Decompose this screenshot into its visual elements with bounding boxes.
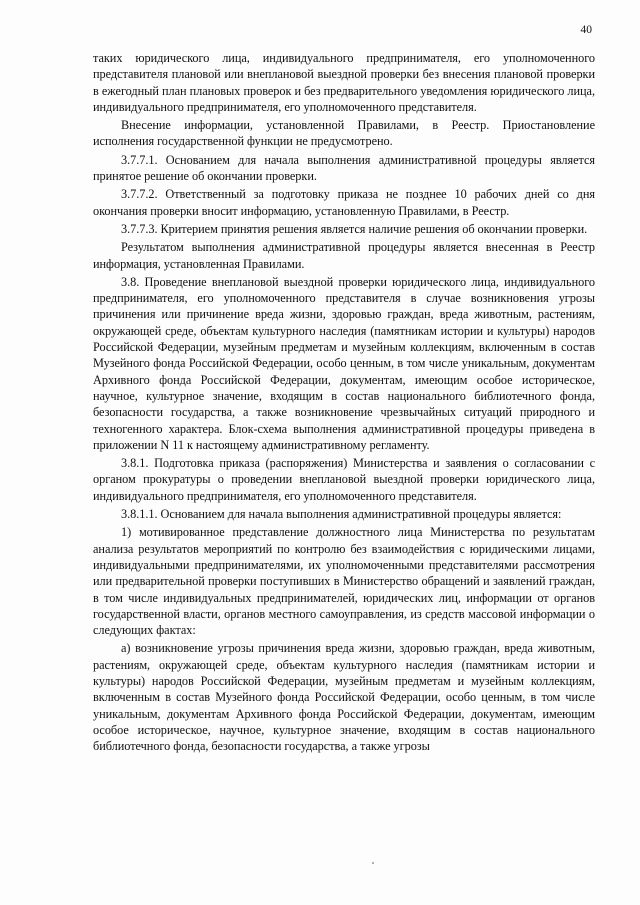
paragraph-3-8: 3.8. Проведение внеплановой выездной проверки юридического лица, индивидуального предпринимателя, его уполномоченного представителя в случае возникновения угрозы причинения или причинение вреда жизни, здоровью граждан, вреда животным, растениям, окружающей среде, объектам культурного наследия (памятникам истории и культуры) народов Российской Федерации, музейным предметам и музейным коллекциям, включенным в состав Музейного фонда Российской Федерации, особо ценным, в том числе уникальным, документам Архивного фонда Российской Федерации, документам, имеющим особое историческое, научное, культурное значение, входящим в состав национального библиотечного фонда, безопасности государства, а также возникновение чрезвычайных ситуаций природного и техногенного характера. Блок-схема выполнения административной процедуры приведена в приложении N 11 к настоящему административному регламенту. (93, 274, 595, 452)
paragraph-3-7-7-1: 3.7.7.1. Основанием для начала выполнения административной процедуры является принятое решение об окончании проверки. (93, 152, 595, 184)
page-number: 40 (580, 24, 592, 36)
paragraph-item-a: а) возникновение угрозы причинения вреда жизни, здоровью граждан, вреда животным, растениям, окружающей среде, объектам культурного наследия (памятникам истории и культуры) народов Российской Федерации, музейным предметам и музейным коллекциям, включенным в состав Музейного фонда Российской Федерации, особо ценным, в том числе уникальным, документам Архивного фонда Российской Федерации, документам, имеющим особое историческое, научное, культурное значение, входящим в состав национального библиотечного фонда, безопасности государства, а также угрозы (93, 641, 595, 754)
scan-speck (372, 862, 374, 864)
paragraph-registry-entry: Внесение информации, установленной Правилами, в Реестр. Приостановление исполнения государственной функции не предусмотрено. (93, 118, 595, 149)
paragraph-3-7-7-3: 3.7.7.3. Критерием принятия решения является наличие решения об окончании проверки. (121, 221, 588, 236)
paragraph-continuation: таких юридического лица, индивидуального предпринимателя, его уполномоченного представителя плановой или внеплановой выездной проверки без внесения плановой проверки в ежегодный план плановых проверок и без предварительного уведомления юридического лица, индивидуального предпринимателя, его уполномоченного представителя. (93, 51, 595, 114)
paragraph-result: Результатом выполнения административной процедуры является внесенная в Реестр информация, установленная Правилами. (93, 240, 595, 271)
paragraph-3-8-1-1: 3.8.1.1. Основанием для начала выполнения административной процедуры является: (121, 507, 562, 522)
paragraph-item-1: 1) мотивированное представление должностного лица Министерства по результатам анализа результатов мероприятий по контролю без взаимодействия с юридическими лицами, индивидуальными предпринимателями, их уполномоченными представителями рассмотрения или предварительной проверки поступивших в Министерство обращений и заявлений граждан, в том числе индивидуальных предпринимателей, юридических лиц, информации от органов государственной власти, органов местного самоуправления, из средств массовой информации о следующих фактах: (93, 525, 595, 638)
paragraph-3-8-1: 3.8.1. Подготовка приказа (распоряжения) Министерства и заявления о согласовании с органом прокуратуры о проведении внеплановой выездной проверки юридического лица, индивидуального предпринимателя, его уполномоченного представителя. (93, 456, 595, 503)
document-body (93, 50, 595, 756)
paragraph-3-7-7-2: 3.7.7.2. Ответственный за подготовку приказа не позднее 10 рабочих дней со дня окончания проверки вносит информацию, установленную Правилами, в Реестр. (93, 187, 595, 218)
